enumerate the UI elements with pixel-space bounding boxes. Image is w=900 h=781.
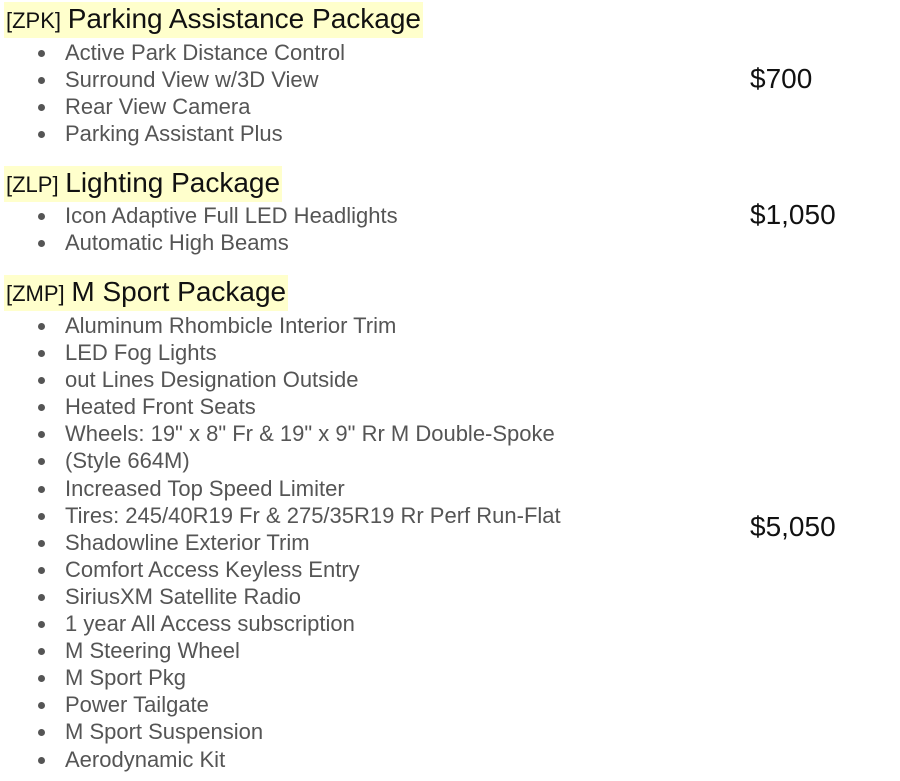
list-item: Active Park Distance Control — [0, 39, 345, 66]
list-item: Parking Assistant Plus — [0, 120, 345, 147]
list-item: Increased Top Speed Limiter — [0, 475, 561, 502]
list-item: Aluminum Rhombicle Interior Trim — [0, 312, 561, 339]
package-name: Lighting Package — [65, 167, 281, 198]
package-price: $1,050 — [750, 199, 836, 230]
feature-list — [0, 202, 398, 256]
list-item: Surround View w/3D View — [0, 66, 345, 93]
package-code: [ZPK] — [6, 8, 62, 33]
package-name: Parking Assistance Package — [67, 3, 421, 34]
list-item: Automatic High Beams — [0, 229, 398, 256]
package-title — [4, 166, 282, 202]
list-item: (Style 664M) — [0, 447, 561, 474]
list-item: LED Fog Lights — [0, 339, 561, 366]
list-item: 1 year All Access subscription — [0, 610, 561, 637]
feature-list — [0, 312, 561, 773]
package-name: M Sport Package — [71, 276, 287, 307]
feature-list — [0, 39, 345, 147]
package-title — [4, 275, 288, 311]
list-item: Shadowline Exterior Trim — [0, 529, 561, 556]
list-item: Rear View Camera — [0, 93, 345, 120]
list-item: Wheels: 19" x 8" Fr & 19" x 9" Rr M Double-Spoke — [0, 420, 561, 447]
package-code: [ZMP] — [6, 281, 65, 306]
list-item: SiriusXM Satellite Radio — [0, 583, 561, 610]
package-price: $700 — [750, 63, 813, 94]
list-item: Icon Adaptive Full LED Headlights — [0, 202, 398, 229]
package-code: [ZLP] — [6, 172, 59, 197]
list-item: Heated Front Seats — [0, 393, 561, 420]
list-item: M Steering Wheel — [0, 637, 561, 664]
list-item: M Sport Suspension — [0, 718, 561, 745]
list-item: Power Tailgate — [0, 691, 561, 718]
list-item: Comfort Access Keyless Entry — [0, 556, 561, 583]
package-price: $5,050 — [750, 511, 836, 542]
list-item: out Lines Designation Outside — [0, 366, 561, 393]
list-item: M Sport Pkg — [0, 664, 561, 691]
list-item: Aerodynamic Kit — [0, 746, 561, 773]
list-item: Tires: 245/40R19 Fr & 275/35R19 Rr Perf Run-Flat — [0, 502, 561, 529]
package-title — [4, 2, 423, 38]
